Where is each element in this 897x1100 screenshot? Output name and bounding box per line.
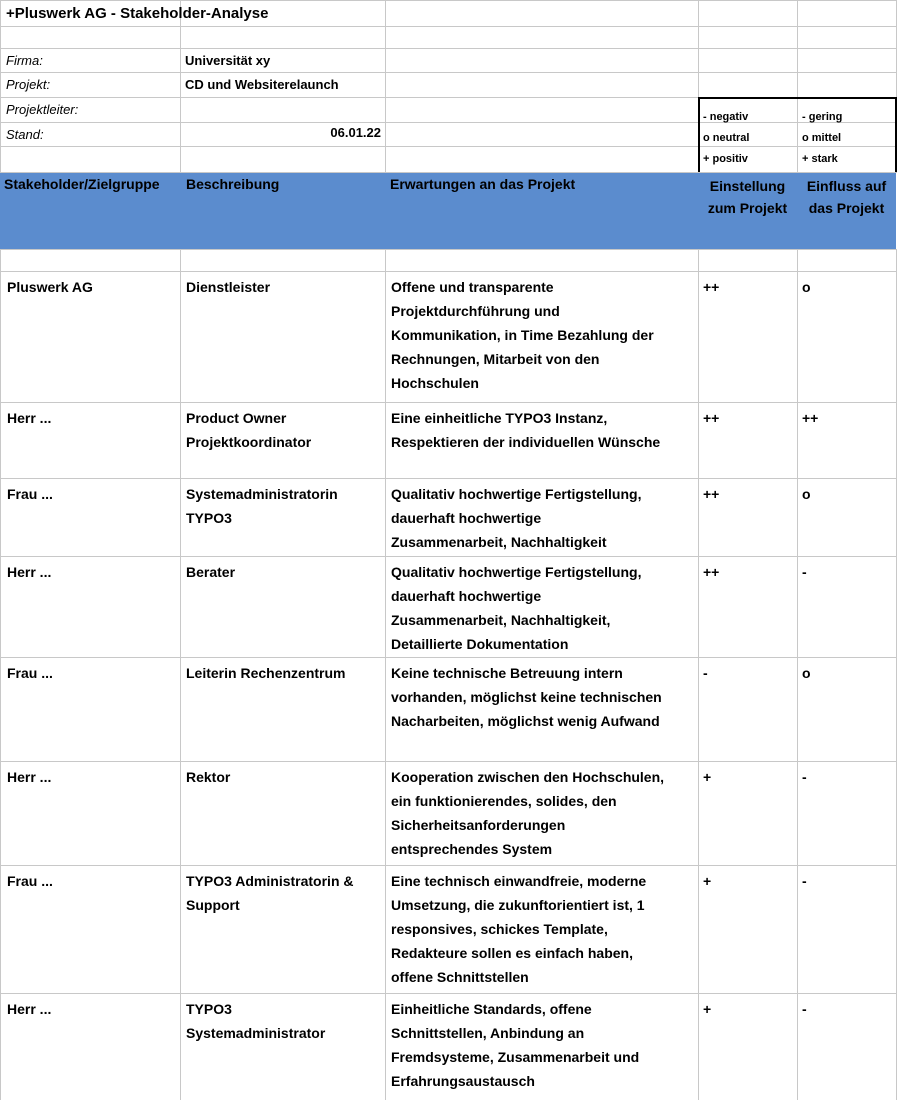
row-stakeholder: Herr ... xyxy=(7,1001,52,1017)
grid-hline xyxy=(0,657,897,658)
legend-einfluss-item: - gering xyxy=(802,111,843,123)
row-beschreibung: Systemadministratorin xyxy=(186,486,338,502)
row-einstellung: ++ xyxy=(703,486,720,502)
row-erwartungen: Fremdsysteme, Zusammenarbeit und xyxy=(391,1049,640,1065)
page-title: +Pluswerk AG - Stakeholder-Analyse xyxy=(6,5,269,22)
grid-hline xyxy=(0,865,897,866)
grid-hline xyxy=(0,26,897,27)
row-erwartungen: Qualitativ hochwertige Fertigstellung, xyxy=(391,564,642,580)
row-erwartungen: offene Schnittstellen xyxy=(391,969,529,985)
stand-label: Stand: xyxy=(6,127,44,142)
row-beschreibung: Systemadministrator xyxy=(186,1025,326,1041)
grid-vline xyxy=(385,249,386,1100)
row-erwartungen: responsives, schickes Template, xyxy=(391,921,608,937)
grid-hline xyxy=(0,122,897,123)
row-erwartungen: dauerhaft hochwertige xyxy=(391,510,542,526)
row-einfluss: o xyxy=(802,279,811,295)
row-erwartungen: Zusammenarbeit, Nachhaltigkeit, xyxy=(391,612,611,628)
grid-hline xyxy=(0,271,897,272)
stand-value: 06.01.22 xyxy=(330,125,381,140)
grid-hline xyxy=(0,72,897,73)
row-erwartungen: Eine technisch einwandfreie, moderne xyxy=(391,873,647,889)
row-einstellung: ++ xyxy=(703,410,720,426)
row-einfluss: o xyxy=(802,665,811,681)
column-header-stakeholder: Stakeholder/Zielgruppe xyxy=(4,176,160,192)
row-erwartungen: ein funktionierendes, solides, den xyxy=(391,793,617,809)
grid-hline xyxy=(0,48,897,49)
row-einstellung: - xyxy=(703,665,708,681)
row-beschreibung: Support xyxy=(186,897,240,913)
grid-vline xyxy=(180,0,181,172)
column-header-einfluss: das Projekt xyxy=(808,200,885,216)
legend-einstellung-item: - negativ xyxy=(703,111,749,123)
row-stakeholder: Frau ... xyxy=(7,665,53,681)
row-erwartungen: Detaillierte Dokumentation xyxy=(391,636,569,652)
row-erwartungen: Sicherheitsanforderungen xyxy=(391,817,566,833)
row-erwartungen: Kooperation zwischen den Hochschulen, xyxy=(391,769,665,785)
row-erwartungen: Einheitliche Standards, offene xyxy=(391,1001,592,1017)
row-einfluss: o xyxy=(802,486,811,502)
row-beschreibung: Leiterin Rechenzentrum xyxy=(186,665,346,681)
row-einstellung: + xyxy=(703,873,712,889)
row-einfluss: - xyxy=(802,564,807,580)
row-stakeholder: Herr ... xyxy=(7,769,52,785)
grid-vline xyxy=(385,0,386,172)
row-erwartungen: Qualitativ hochwertige Fertigstellung, xyxy=(391,486,642,502)
legend-einfluss-item: + stark xyxy=(802,153,838,165)
grid-vline xyxy=(180,249,181,1100)
row-stakeholder: Frau ... xyxy=(7,873,53,889)
legend-einstellung-item: o neutral xyxy=(703,132,750,144)
grid-hline xyxy=(0,146,897,147)
grid-hline xyxy=(0,0,897,1)
row-beschreibung: Projektkoordinator xyxy=(186,434,312,450)
row-beschreibung: Berater xyxy=(186,564,236,580)
row-erwartungen: Schnittstellen, Anbindung an xyxy=(391,1025,585,1041)
legend-border xyxy=(698,97,897,99)
row-einfluss: - xyxy=(802,873,807,889)
row-erwartungen: vorhanden, möglichst keine technischen xyxy=(391,689,662,705)
row-einstellung: + xyxy=(703,1001,712,1017)
row-erwartungen: Respektieren der individuellen Wünsche xyxy=(391,434,661,450)
column-header-einfluss: Einfluss auf xyxy=(806,178,887,194)
row-beschreibung: Dienstleister xyxy=(186,279,271,295)
row-beschreibung: TYPO3 Administratorin & xyxy=(186,873,354,889)
row-einfluss: ++ xyxy=(802,410,819,426)
row-beschreibung: Product Owner xyxy=(186,410,287,426)
row-beschreibung: TYPO3 xyxy=(186,1001,232,1017)
row-einstellung: ++ xyxy=(703,564,720,580)
row-stakeholder: Frau ... xyxy=(7,486,53,502)
grid-hline xyxy=(0,402,897,403)
projektleiter-label: Projektleiter: xyxy=(6,102,79,117)
grid-vline xyxy=(0,0,1,172)
grid-vline xyxy=(797,0,798,172)
grid-hline xyxy=(0,993,897,994)
row-erwartungen: Redakteure sollen es einfach haben, xyxy=(391,945,633,961)
legend-einfluss-item: o mittel xyxy=(802,132,842,144)
row-beschreibung: TYPO3 xyxy=(186,510,232,526)
row-erwartungen: Rechnungen, Mitarbeit von den xyxy=(391,351,600,367)
row-erwartungen: Zusammenarbeit, Nachhaltigkeit xyxy=(391,534,607,550)
row-beschreibung: Rektor xyxy=(186,769,231,785)
row-stakeholder: Pluswerk AG xyxy=(7,279,93,295)
column-header-erwartungen: Erwartungen an das Projekt xyxy=(390,176,576,192)
column-header-beschreibung: Beschreibung xyxy=(186,176,280,192)
projekt-label: Projekt: xyxy=(6,77,51,92)
grid-hline xyxy=(0,249,897,250)
grid-hline xyxy=(0,478,897,479)
row-einfluss: - xyxy=(802,769,807,785)
row-erwartungen: Keine technische Betreuung intern xyxy=(391,665,623,681)
row-erwartungen: dauerhaft hochwertige xyxy=(391,588,542,604)
row-erwartungen: Hochschulen xyxy=(391,375,479,391)
firma-value: Universität xy xyxy=(185,53,271,68)
firma-label: Firma: xyxy=(6,53,43,68)
grid-vline xyxy=(698,249,699,1100)
row-einstellung: ++ xyxy=(703,279,720,295)
row-erwartungen: Nacharbeiten, möglichst wenig Aufwand xyxy=(391,713,660,729)
column-header-einstellung: zum Projekt xyxy=(707,200,788,216)
projekt-value: CD und Websiterelaunch xyxy=(185,77,339,92)
legend-einstellung-item: + positiv xyxy=(703,153,748,165)
grid-vline xyxy=(797,249,798,1100)
row-erwartungen: Eine einheitliche TYPO3 Instanz, xyxy=(391,410,608,426)
row-stakeholder: Herr ... xyxy=(7,410,52,426)
legend-border xyxy=(698,97,700,172)
row-einstellung: + xyxy=(703,769,712,785)
row-stakeholder: Herr ... xyxy=(7,564,52,580)
row-erwartungen: Projektdurchführung und xyxy=(391,303,560,319)
grid-vline xyxy=(0,249,1,1100)
row-erwartungen: Offene und transparente xyxy=(391,279,554,295)
row-erwartungen: Kommunikation, in Time Bezahlung der xyxy=(391,327,654,343)
row-erwartungen: Umsetzung, die zukunftorientiert ist, 1 xyxy=(391,897,645,913)
row-erwartungen: Erfahrungsaustausch xyxy=(391,1073,535,1089)
row-einfluss: - xyxy=(802,1001,807,1017)
column-header-einstellung: Einstellung xyxy=(709,178,786,194)
grid-hline xyxy=(0,556,897,557)
row-erwartungen: entsprechendes System xyxy=(391,841,553,857)
grid-hline xyxy=(0,761,897,762)
